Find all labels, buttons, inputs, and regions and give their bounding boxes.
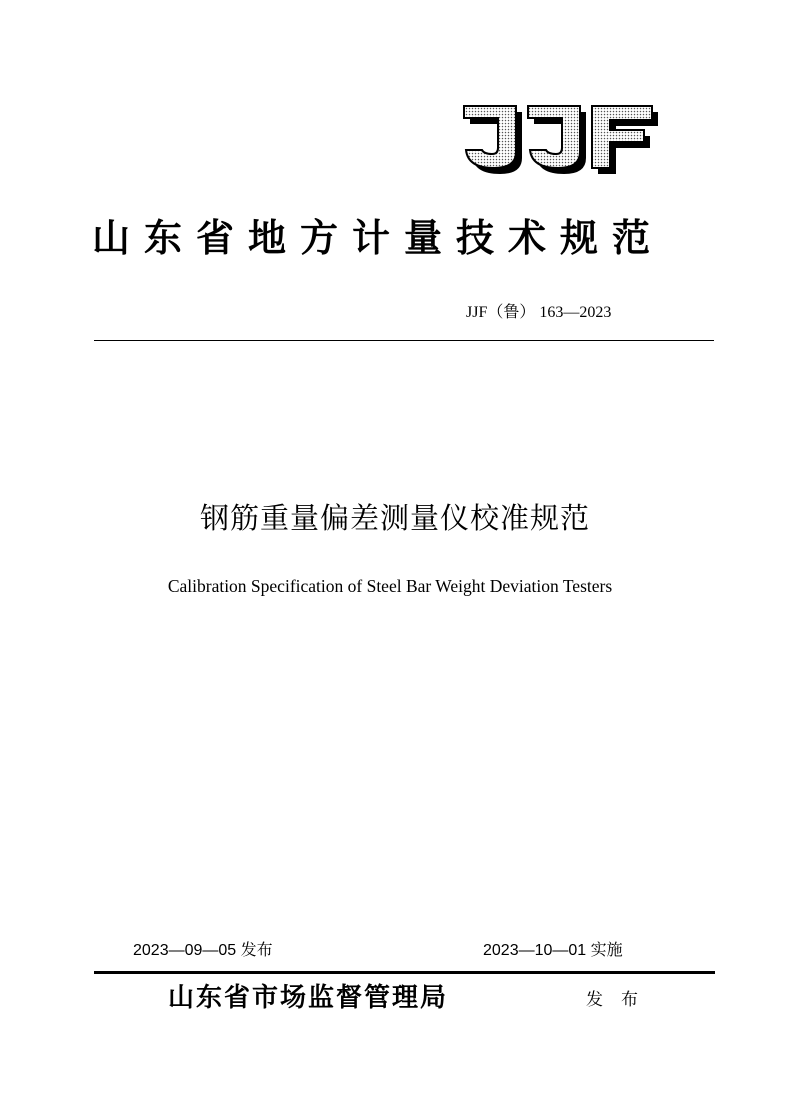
- bottom-divider: [94, 971, 715, 974]
- document-title-chinese: 钢筋重量偏差测量仪校准规范: [199, 501, 590, 535]
- logo-letter-j1: [464, 106, 516, 168]
- logo-letter-f: [592, 106, 652, 168]
- publish-label: 发布: [586, 990, 656, 1010]
- jjf-logo: [462, 104, 658, 176]
- issue-date: 2023—09—05 发布: [133, 942, 273, 959]
- publisher-name: 山东省市场监督管理局: [168, 983, 449, 1013]
- document-code: JJF（鲁） 163—2023: [466, 304, 612, 321]
- org-title: 山东省地方计量技术规范: [92, 215, 665, 260]
- effective-date: 2023—10—01 实施: [483, 942, 623, 959]
- document-title-english: Calibration Specification of Steel Bar Weight Deviation Testers: [167, 576, 613, 596]
- top-divider: [94, 340, 714, 341]
- logo-letter-j2: [528, 106, 580, 168]
